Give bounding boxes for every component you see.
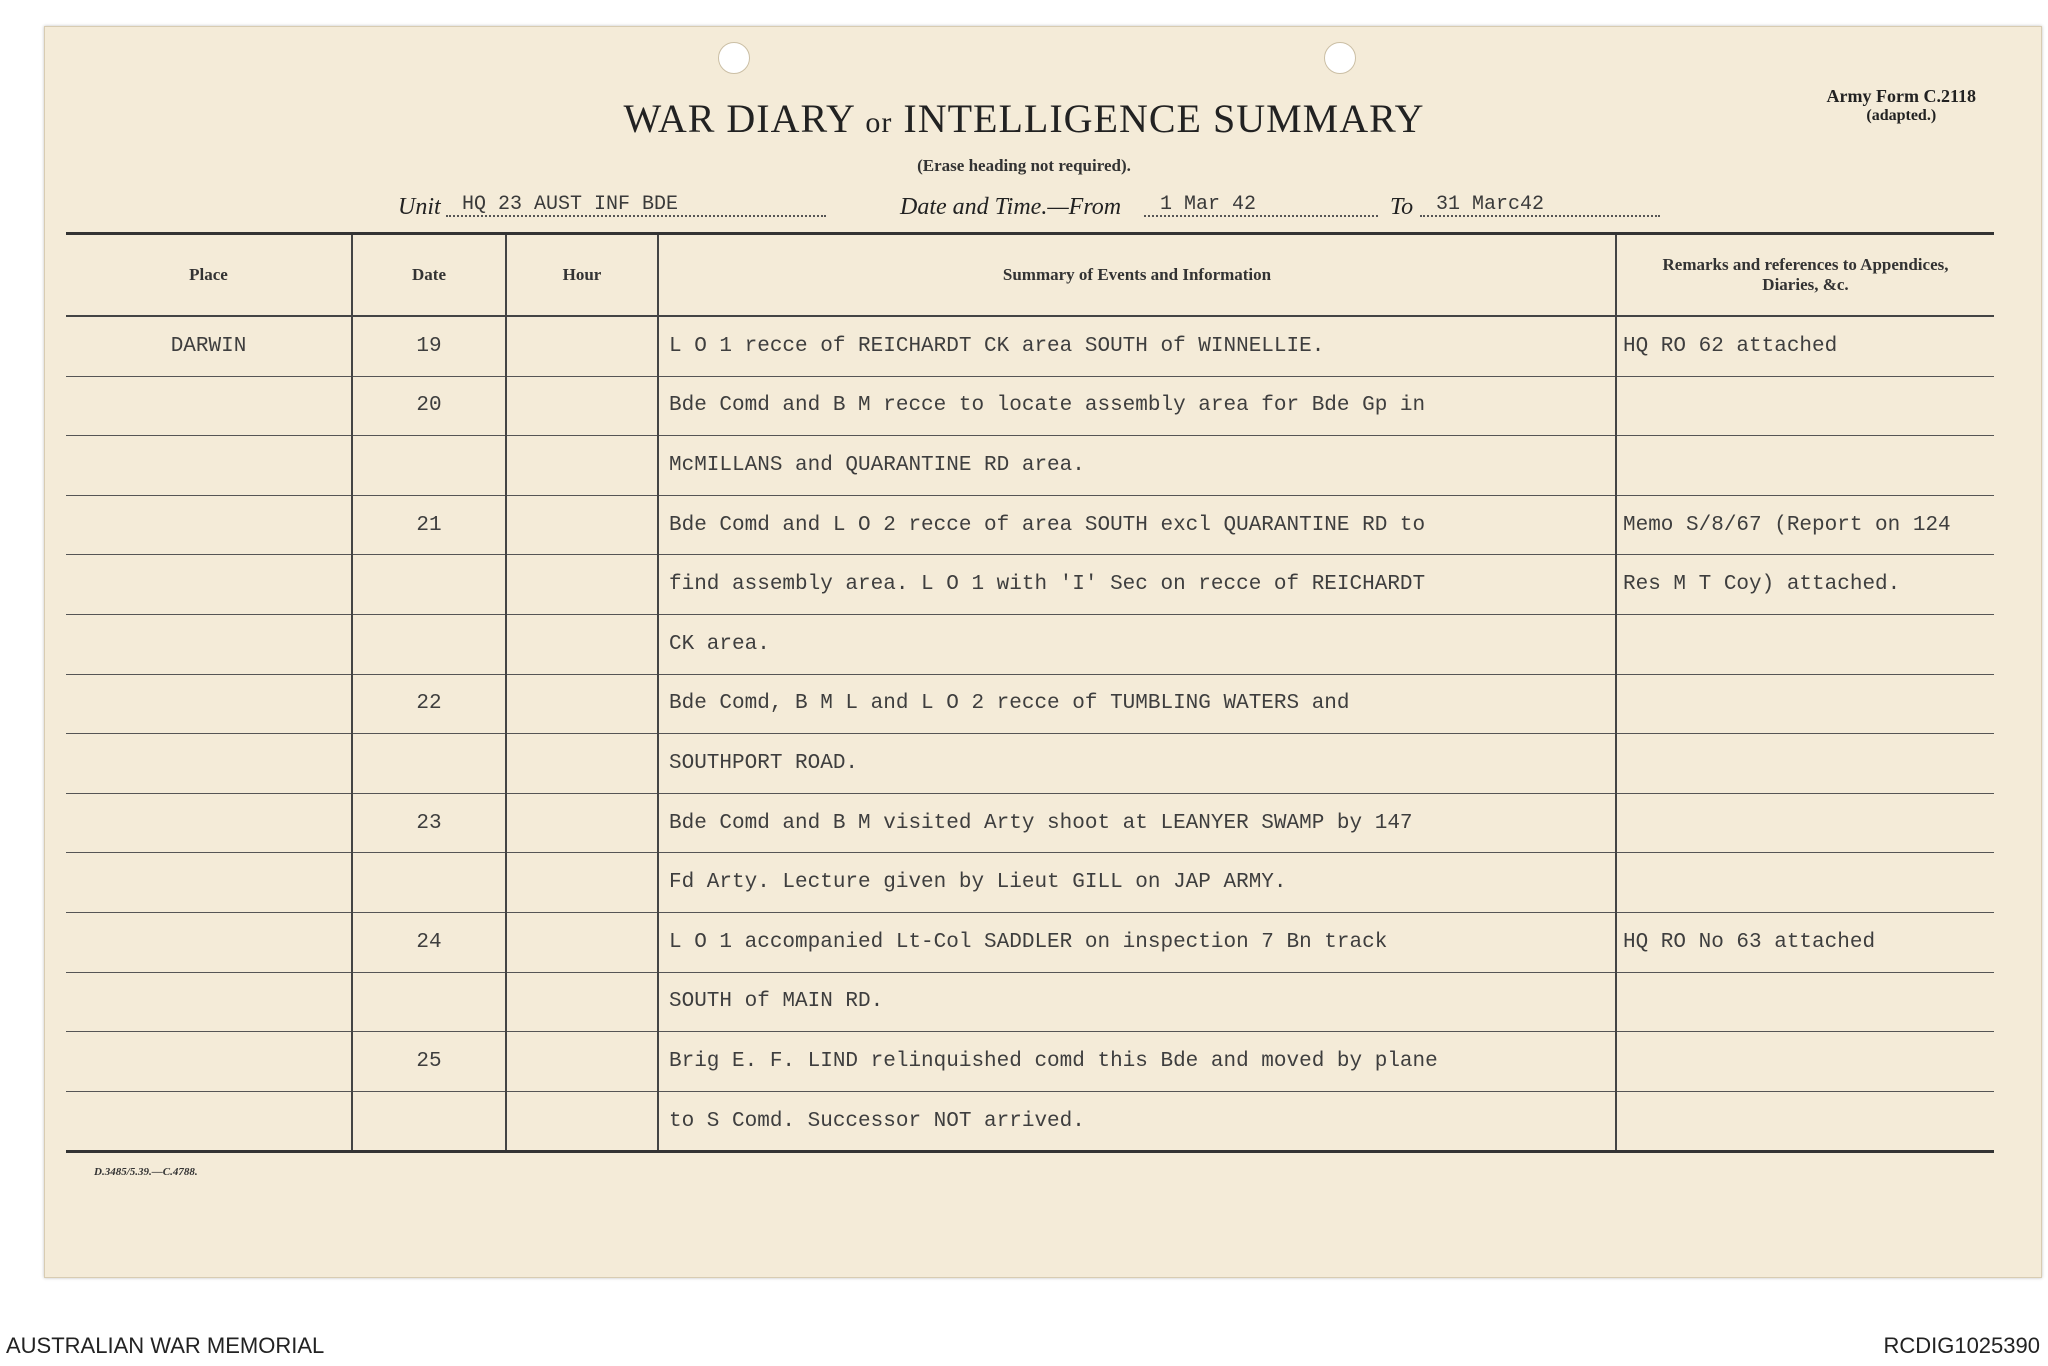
table-row: [66, 972, 1994, 1032]
cell-remarks: [1616, 1032, 1994, 1092]
cell-hour: [506, 436, 658, 496]
cell-summary: Bde Comd and L O 2 recce of area SOUTH excl QUARANTINE RD to: [658, 495, 1616, 555]
page-title: [0, 95, 2048, 142]
cell-date: 23: [352, 793, 506, 853]
cell-place: [66, 972, 352, 1032]
cell-place: [66, 1032, 352, 1092]
cell-hour: [506, 853, 658, 913]
cell-summary: CK area.: [658, 614, 1616, 674]
table-row: [66, 1091, 1994, 1152]
table-row: [66, 436, 1994, 496]
cell-hour: [506, 316, 658, 376]
cell-date: [352, 614, 506, 674]
cell-summary: Brig E. F. LIND relinquished comd this Bde and moved by plane: [658, 1032, 1616, 1092]
cell-hour: [506, 734, 658, 794]
print-code: D.3485/5.39.—C.4788.: [94, 1166, 198, 1178]
cell-date: 25: [352, 1032, 506, 1092]
table-row: [66, 495, 1994, 555]
cell-date: [352, 972, 506, 1032]
cell-date: 19: [352, 316, 506, 376]
cell-hour: [506, 972, 658, 1032]
cell-remarks: [1616, 674, 1994, 734]
form-adapted: (adapted.): [1866, 107, 1937, 124]
table-row: [66, 674, 1994, 734]
date-from-label: Date and Time.—From: [900, 194, 1122, 220]
cell-hour: [506, 614, 658, 674]
cell-summary: Bde Comd and B M recce to locate assembly area for Bde Gp in: [658, 376, 1616, 436]
table-row: [66, 793, 1994, 853]
cell-place: [66, 734, 352, 794]
footer-image-id: RCDIG1025390: [1883, 1333, 2040, 1358]
cell-summary: SOUTH of MAIN RD.: [658, 972, 1616, 1032]
cell-summary: McMILLANS and QUARANTINE RD area.: [658, 436, 1616, 496]
cell-hour: [506, 376, 658, 436]
title-intelligence-summary: INTELLIGENCE SUMMARY: [903, 96, 1425, 141]
table-row: [66, 614, 1994, 674]
cell-summary: find assembly area. L O 1 with 'I' Sec on recce of REICHARDT: [658, 555, 1616, 615]
table-row: [66, 316, 1994, 376]
punch-hole: [718, 42, 750, 74]
diary-table: [66, 232, 1994, 1153]
cell-place: [66, 793, 352, 853]
cell-place: [66, 495, 352, 555]
cell-place: [66, 436, 352, 496]
table-row: [66, 376, 1994, 436]
cell-place: [66, 1091, 352, 1152]
column-header-date: Date: [352, 234, 506, 317]
cell-hour: [506, 674, 658, 734]
cell-place: DARWIN: [66, 316, 352, 376]
footer-institution: AUSTRALIAN WAR MEMORIAL: [6, 1333, 325, 1358]
table-row: [66, 853, 1994, 913]
cell-remarks: [1616, 436, 1994, 496]
cell-remarks: [1616, 853, 1994, 913]
cell-summary: Bde Comd, B M L and L O 2 recce of TUMBLING WATERS and: [658, 674, 1616, 734]
cell-date: 22: [352, 674, 506, 734]
cell-hour: [506, 912, 658, 972]
cell-remarks: [1616, 972, 1994, 1032]
cell-date: [352, 1091, 506, 1152]
cell-date: [352, 555, 506, 615]
column-header-summary: Summary of Events and Information: [658, 234, 1616, 317]
cell-place: [66, 376, 352, 436]
cell-date: 21: [352, 495, 506, 555]
cell-remarks: HQ RO No 63 attached: [1616, 912, 1994, 972]
cell-hour: [506, 793, 658, 853]
cell-date: 20: [352, 376, 506, 436]
unit-value: HQ 23 AUST INF BDE: [446, 193, 826, 217]
title-war-diary: WAR DIARY: [623, 96, 855, 141]
cell-place: [66, 555, 352, 615]
cell-remarks: [1616, 614, 1994, 674]
title-or: or: [865, 106, 893, 139]
cell-summary: to S Comd. Successor NOT arrived.: [658, 1091, 1616, 1152]
table-row: [66, 555, 1994, 615]
cell-hour: [506, 495, 658, 555]
date-from-value: 1 Mar 42: [1144, 193, 1378, 217]
cell-date: 24: [352, 912, 506, 972]
column-header-remarks: Remarks and references to Appendices, Diaries, &c.: [1616, 234, 1994, 317]
erase-note: (Erase heading not required).: [917, 156, 1131, 175]
cell-remarks: [1616, 1091, 1994, 1152]
cell-remarks: Res M T Coy) attached.: [1616, 555, 1994, 615]
cell-remarks: [1616, 793, 1994, 853]
date-to-label: To: [1390, 194, 1414, 220]
form-number: Army Form C.2118: [1826, 86, 1976, 106]
cell-date: [352, 734, 506, 794]
cell-summary: Bde Comd and B M visited Arty shoot at LEANYER SWAMP by 147: [658, 793, 1616, 853]
table-header-row: [66, 234, 1994, 317]
cell-hour: [506, 555, 658, 615]
table-row: [66, 912, 1994, 972]
form-reference: [1827, 86, 1976, 126]
column-header-hour: Hour: [506, 234, 658, 317]
cell-remarks: HQ RO 62 attached: [1616, 316, 1994, 376]
cell-remarks: [1616, 734, 1994, 794]
cell-remarks: Memo S/8/67 (Report on 124: [1616, 495, 1994, 555]
cell-place: [66, 912, 352, 972]
cell-hour: [506, 1091, 658, 1152]
cell-place: [66, 853, 352, 913]
cell-place: [66, 614, 352, 674]
cell-remarks: [1616, 376, 1994, 436]
table-row: [66, 734, 1994, 794]
cell-summary: SOUTHPORT ROAD.: [658, 734, 1616, 794]
column-header-place: Place: [66, 234, 352, 317]
cell-date: [352, 436, 506, 496]
cell-date: [352, 853, 506, 913]
date-to-value: 31 Marc42: [1420, 193, 1660, 217]
cell-summary: L O 1 accompanied Lt-Col SADDLER on inspection 7 Bn track: [658, 912, 1616, 972]
table-row: [66, 1032, 1994, 1092]
punch-hole: [1324, 42, 1356, 74]
cell-summary: Fd Arty. Lecture given by Lieut GILL on JAP ARMY.: [658, 853, 1616, 913]
cell-place: [66, 674, 352, 734]
cell-summary: L O 1 recce of REICHARDT CK area SOUTH of WINNELLIE.: [658, 316, 1616, 376]
unit-label: Unit: [398, 194, 441, 220]
cell-hour: [506, 1032, 658, 1092]
